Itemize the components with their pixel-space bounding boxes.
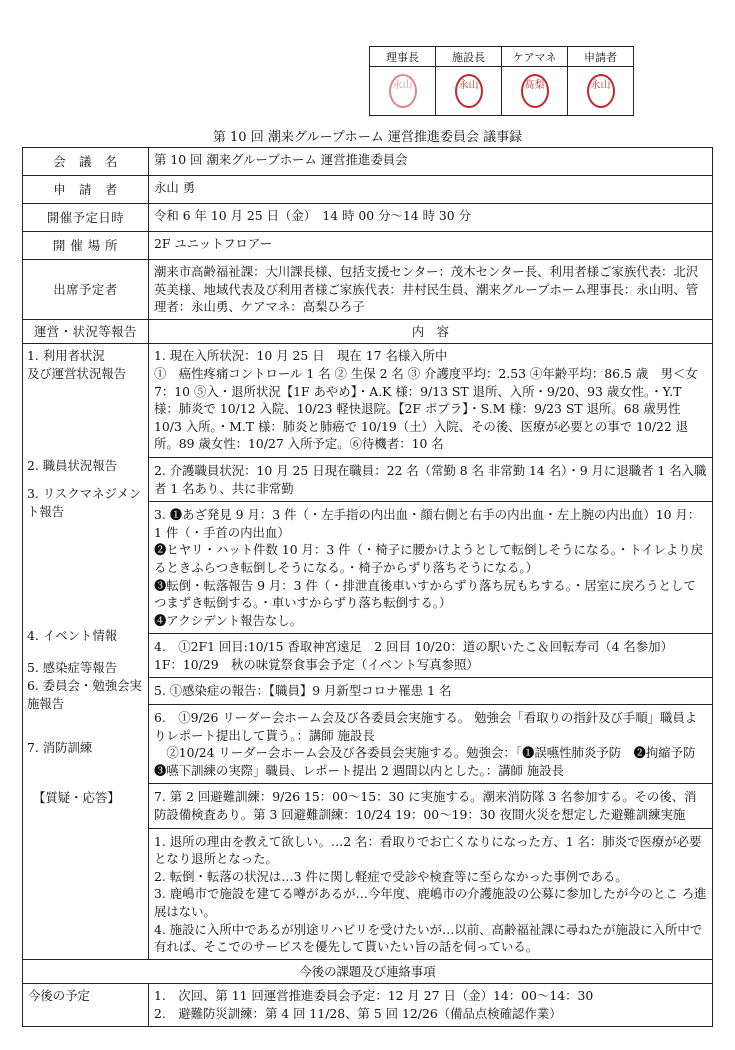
place-value: 2F ユニットフロアー: [149, 232, 713, 260]
label-infection-report: 5. 感染症等報告: [27, 660, 118, 676]
content-risk-falls: ❸転倒・転落報告 9 月：3 件（・排泄直後車いすからずり落ち尻もちする。・居室に戻ろうとしてつまずき転倒する。・車いすからずり落ち転倒する。）: [154, 577, 696, 611]
content-qa-3: 3. 鹿嶋市で施設を建てる噂があるが…今年度、鹿嶋市の介護施設の公募に参加したが今のとこ ろ進展はない。: [154, 886, 707, 919]
meeting-name-value: 第 10 回 潮来グループホーム 運営推進委員会: [149, 148, 713, 176]
content-events: 4. ①2F1 回目:10/15 香取神宮遠足 2 回目 10/20：道の駅いたこ＆回転寿司（4 名参加） 1F：10/29 秋の味覚祭食事会予定（イベント写真参照）: [154, 639, 673, 672]
seal-chairman: 永山: [389, 74, 417, 108]
label-user-status: 1. 利用者状況 及び運営状況報告: [27, 348, 127, 381]
divider: [149, 501, 712, 502]
divider: [149, 783, 712, 784]
divider: [149, 828, 712, 829]
date-value: 令和 6 年 10 月 25 日（金） 14 時 00 分～14 時 30 分: [149, 204, 713, 232]
minutes-table: [22, 147, 713, 1027]
label-committee-report: 6. 委員会・勉強会実施報告: [27, 678, 142, 711]
seal-applicant: 永山: [587, 74, 615, 108]
approval-header-caremanager: ケアマネ: [502, 47, 568, 67]
label-fire-drill: 7. 消防訓練: [27, 740, 93, 756]
content-qa-1: 1. 退所の理由を教えて欲しい。…2 名：看取りでお亡くなりになった方、1 名：肺炎で医療が必要となり退所となった。: [154, 833, 702, 867]
content-committee-1: 6. ①9/26 リーダー会ホーム会及び各委員会実施する。 勉強会「看取りの指針及び手順」職員よりレポート提出して貰う。：講師 施設長: [154, 710, 698, 743]
label-event-info: 4. イベント情報: [27, 628, 118, 644]
label-risk-management: 3. リスクマネジメント報告: [27, 486, 142, 519]
content-fire-drill: 7. 第 2 回避難訓練：9/26 15：00～15：30 に実施する。潮来消防隊 3 名参加する。その後、消防設備検査あり。第 3 回避難訓練：10/24 19：00～19：30 夜間火災を想定した避難訓練実施: [154, 789, 697, 823]
content-infection: 5. ①感染症の報告：【職員】9 月新型コロナ罹患 1 名: [154, 683, 452, 699]
future-header: 今後の課題及び連絡事項: [23, 959, 713, 984]
approval-header-chairman: 理事長: [370, 47, 436, 67]
content-qa-4: 4. 施設に入所中であるが別途リハビリを受けたいが…以前、高齢福祉課に尋ねたが施設に入所中で有れば、そこでのサービスを優先して貰いたい旨の話を伺っている。: [154, 921, 703, 955]
content-risk-nearmiss: ❷ヒヤリ・ハット件数 10 月：3 件（・椅子に腰かけようとして転倒しそうになる。・トイレより戻るときふらつき転倒しそうになる。・椅子からずり落ちそうになる。）: [154, 542, 704, 575]
label-qa: 【質疑・応答】: [33, 790, 120, 806]
meeting-name-label: 会 議 名: [23, 148, 149, 176]
attendees-value: 潮来市高齢福祉課：大川課長様、包括支援センター：茂木センター長、利用者様ご家族代表：北沢英美様、地域代表及び利用者様ご家族代表：井村民生員、潮来グループホーム理事長：永山明、管理者：永山勇、ケアマネ：高梨ひろ子: [149, 260, 713, 320]
content-user-status: 1. 現在入所状況：10 月 25 日 現在 17 名様入所中 ① 癌性疼痛コントロール 1 名 ② 生保 2 名 ③ 介護度平均：2.53 ④年齢平均：86.5 歳 男＜女 7：10 ⑤入・退所状況【1F あやめ】・A.K 様：9/13 ST 退所、入所・9/20、93 歳女性。・Y.T 様：肺炎で 10/12 入院、10/23 軽快退院。【2F ポプラ】・S.M 様：9/23 ST 退所。68 歳男性 10/3 入所。・M.T 様：肺炎と肺癌で 10/19（土）入院、その後、医療が必要との事で 10/22 退所。89 歳女性：10/27 入所予定。⑥待機者：10 名: [154, 348, 698, 452]
content-header: 内 容: [149, 319, 713, 344]
content-staff-status: 2. 介護職員状況：10 月 25 日現在職員：22 名（常勤 8 名 非常勤 14 名）・9 月に退職者 1 名入職者 1 名あり、共に非常勤: [154, 462, 707, 496]
divider: [149, 633, 712, 634]
report-section-label: 運営・状況等報告: [23, 319, 149, 344]
attendees-label: 出席予定者: [23, 260, 149, 320]
report-content-column: [149, 344, 713, 959]
divider: [149, 704, 712, 705]
future-item: 1. 次回、第 11 回運営推進委員会予定：12 月 27 日（金）14：00～14：30: [154, 988, 594, 1004]
approval-header-applicant: 申請者: [568, 47, 634, 67]
place-label: 開 催 場 所: [23, 232, 149, 260]
seal-director: 永山: [455, 74, 483, 108]
seal-caremanager: 髙梨: [521, 74, 549, 108]
report-labels-column: [23, 344, 149, 959]
approval-stamp-table: [369, 46, 634, 116]
date-label: 開催予定日時: [23, 204, 149, 232]
divider: [149, 677, 712, 678]
content-qa-2: 2. 転倒・転落の状況は…3 件に関し軽症で受診や検査等に至らなかった事例である。: [154, 868, 628, 884]
label-staff-status: 2. 職員状況報告: [27, 458, 118, 474]
content-risk-accident: ❹アクシデント報告なし。: [154, 612, 303, 628]
content-committee-2: ②10/24 リーダー会ホーム会及び各委員会実施する。勉強会：「❶誤嚥性肺炎予防 ❷拘縮予防 ❸嚥下訓練の実際」職員、レポート提出 2 週間以内とした。：講師 施設長: [154, 745, 708, 778]
document-title: 第 10 回 潮来グループホーム 運営推進委員会 議事録: [212, 130, 523, 145]
future-label: 今後の予定: [23, 984, 149, 1026]
future-item: 2. 避難防災訓練：第 4 回 11/28、第 5 回 12/26（備品点検確認作業）: [154, 1005, 562, 1021]
future-items: [149, 984, 713, 1026]
applicant-value: 永山 勇: [149, 176, 713, 204]
content-risk-bruise: 3. ❶あざ発見 9 月：3 件（・左手指の内出血・顔右側と右手の内出血・左上腕の内出血）10 月：1 件（・手首の内出血）: [154, 507, 701, 540]
divider: [149, 457, 712, 458]
applicant-label: 申 請 者: [23, 176, 149, 204]
approval-header-director: 施設長: [436, 47, 502, 67]
